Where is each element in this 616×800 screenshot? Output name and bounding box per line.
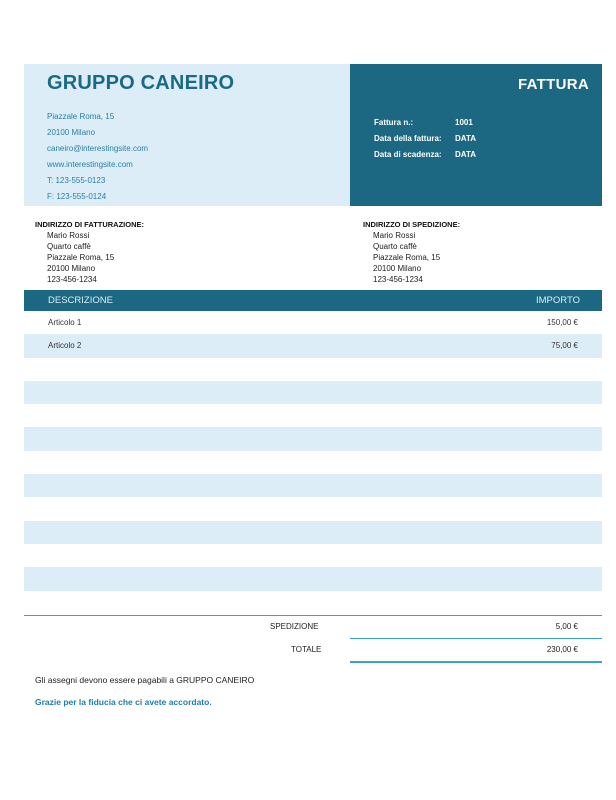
table-row — [24, 451, 602, 474]
billing-phone: 123-456-1234 — [47, 275, 97, 284]
table-header — [24, 290, 602, 311]
company-website[interactable]: www.interestingsite.com — [47, 160, 133, 169]
grand-total-label: TOTALE — [291, 645, 322, 655]
shipping-total-amount: 5,00 € — [555, 622, 578, 632]
grand-total-row — [24, 639, 602, 661]
thank-you-note: Grazie per la fiducia che ci avete accordato. — [35, 696, 212, 707]
billing-street: Piazzale Roma, 15 — [47, 253, 115, 262]
shipping-phone: 123-456-1234 — [373, 275, 423, 284]
invoice-page — [24, 64, 602, 707]
invoice-date-row — [374, 131, 476, 147]
invoice-info-block — [350, 64, 602, 206]
shipping-heading: INDIRIZZO DI SPEDIZIONE: — [363, 220, 461, 229]
invoice-header — [24, 64, 602, 206]
company-name: GRUPPO CANEIRO — [47, 72, 235, 94]
invoice-date-label: Data della fattura: — [374, 134, 442, 143]
table-row — [24, 474, 602, 497]
shipping-name: Mario Rossi — [373, 231, 416, 240]
billing-address — [24, 219, 350, 290]
checks-payable-note: Gli assegni devono essere pagabili a GRUPPO CANEIRO — [35, 674, 255, 685]
shipping-total-row — [24, 616, 602, 638]
grand-total-amount: 230,00 € — [546, 645, 578, 655]
grand-total-rule — [350, 661, 602, 663]
company-address: Piazzale Roma, 15 — [47, 112, 115, 121]
table-row — [24, 591, 602, 614]
invoice-meta — [374, 115, 476, 163]
row-amount: 75,00 € — [551, 341, 578, 351]
table-row — [24, 334, 602, 357]
shipping-address — [350, 219, 602, 290]
table-row — [24, 358, 602, 381]
table-row — [24, 521, 602, 544]
row-description: Articolo 2 — [48, 341, 82, 351]
company-fax: F: 123-555-0124 — [47, 192, 107, 201]
invoice-due-label: Data di scadenza: — [374, 150, 442, 159]
invoice-number-label: Fattura n.: — [374, 118, 414, 127]
addresses-section — [24, 206, 602, 290]
invoice-date-value: DATA — [455, 134, 477, 143]
column-header-amount: IMPORTO — [536, 295, 580, 306]
table-row — [24, 427, 602, 450]
column-header-description: DESCRIZIONE — [48, 295, 113, 306]
invoice-due-value: DATA — [455, 150, 477, 159]
table-row — [24, 311, 602, 334]
table-row — [24, 497, 602, 520]
table-row — [24, 544, 602, 567]
invoice-title: FATTURA — [518, 76, 589, 93]
table-row — [24, 567, 602, 590]
invoice-due-row — [374, 147, 476, 163]
row-amount: 150,00 € — [546, 318, 578, 328]
company-block — [24, 64, 350, 206]
company-email[interactable]: caneiro@interestingsite.com — [47, 144, 149, 153]
billing-line2: Quarto caffè — [47, 242, 91, 251]
company-city: 20100 Milano — [47, 128, 96, 137]
table-row — [24, 404, 602, 427]
billing-name: Mario Rossi — [47, 231, 90, 240]
row-description: Articolo 1 — [48, 318, 82, 328]
table-body — [24, 311, 602, 614]
company-phone: T: 123-555-0123 — [47, 176, 106, 185]
shipping-city: 20100 Milano — [373, 264, 422, 273]
table-row — [24, 381, 602, 404]
invoice-number-value: 1001 — [455, 118, 473, 127]
shipping-line2: Quarto caffè — [373, 242, 417, 251]
billing-city: 20100 Milano — [47, 264, 96, 273]
shipping-street: Piazzale Roma, 15 — [373, 253, 441, 262]
shipping-total-label: SPEDIZIONE — [270, 622, 319, 632]
billing-heading: INDIRIZZO DI FATTURAZIONE: — [35, 220, 145, 229]
invoice-number-row — [374, 115, 476, 131]
